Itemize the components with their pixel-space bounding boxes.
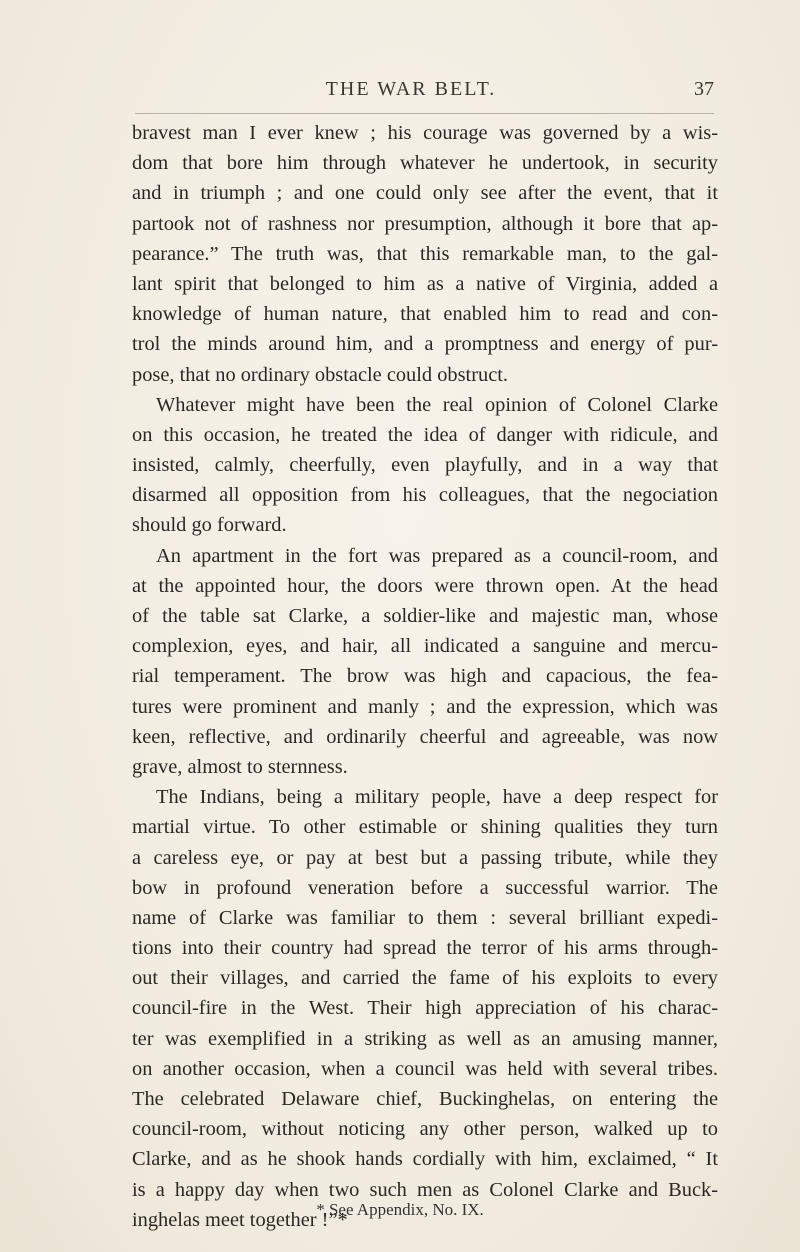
text-line: rial temperament. The brow was high and capacious, the fea-: [132, 665, 718, 688]
text-line: lant spirit that belonged to him as a native of Virginia, added a: [132, 272, 718, 295]
text-line: dom that bore him through whatever he undertook, in security: [132, 152, 718, 175]
paragraph-start: Whatever might have been the real opinion of Colonel Clarke: [156, 393, 718, 416]
text-line: bravest man I ever knew ; his courage was governed by a wis-: [132, 122, 718, 144]
text-line: grave, almost to sternness.: [132, 755, 348, 778]
text-line: trol the minds around him, and a promptness and energy of pur-: [132, 333, 718, 356]
text-line: tures were prominent and manly ; and the expression, which was: [132, 695, 718, 718]
text-line: tions into their country had spread the terror of his arms through-: [132, 937, 718, 960]
text-line: inghelas meet together !”*: [132, 1208, 348, 1231]
text-line: pearance.” The truth was, that this remarkable man, to the gal-: [132, 242, 718, 265]
text-line: disarmed all opposition from his colleagues, that the negociation: [132, 484, 718, 507]
text-line: on this occasion, he treated the idea of danger with ridicule, and: [132, 423, 718, 446]
header-rule: [135, 113, 714, 114]
text-line: is a happy day when two such men as Colonel Clarke and Buck-: [132, 1178, 718, 1201]
text-line: of the table sat Clarke, a soldier-like and majestic man, whose: [132, 605, 718, 627]
text-line: name of Clarke was familiar to them : several brilliant expedi-: [132, 906, 718, 929]
text-line: council-fire in the West. Their high appreciation of his charac-: [132, 997, 718, 1020]
text-line: and in triumph ; and one could only see after the event, that it: [132, 182, 718, 205]
body-text: [132, 118, 718, 1235]
text-line: insisted, calmly, cheerfully, even playfully, and in a way that: [132, 454, 718, 477]
text-line: a careless eye, or pay at best but a passing tribute, while they: [132, 846, 718, 869]
text-line: The celebrated Delaware chief, Buckinghelas, on entering the: [132, 1088, 718, 1110]
paragraph-start: The Indians, being a military people, have a deep respect for: [156, 786, 718, 809]
text-line: keen, reflective, and ordinarily cheerful and agreeable, was now: [132, 725, 718, 748]
running-title: THE WAR BELT.: [325, 78, 497, 100]
text-line: complexion, eyes, and hair, all indicated a sanguine and mercu-: [132, 635, 718, 658]
paragraph-start: An apartment in the fort was prepared as a council-room, and: [156, 544, 718, 567]
text-line: at the appointed hour, the doors were thrown open. At the head: [132, 574, 718, 597]
text-line: knowledge of human nature, that enabled him to read and con-: [132, 303, 718, 326]
text-line: should go forward.: [132, 514, 287, 537]
text-line: bow in profound veneration before a successful warrior. The: [132, 876, 718, 899]
text-line: Clarke, and as he shook hands cordially with him, exclaimed, “ It: [132, 1148, 718, 1171]
text-line: martial virtue. To other estimable or shining qualities they turn: [132, 816, 718, 839]
text-line: pose, that no ordinary obstacle could obstruct.: [132, 363, 509, 386]
running-head: [108, 78, 714, 108]
text-line: council-room, without noticing any other person, walked up to: [132, 1118, 718, 1141]
text-line: partook not of rashness nor presumption, although it bore that ap-: [132, 212, 718, 235]
page-number: 37: [694, 78, 714, 100]
text-line: on another occasion, when a council was held with several tribes.: [132, 1057, 718, 1080]
footnote: * See Appendix, No. IX.: [316, 1200, 484, 1219]
text-line: out their villages, and carried the fame of his exploits to every: [132, 967, 718, 990]
text-line: ter was exemplified in a striking as well as an amusing manner,: [132, 1027, 718, 1050]
